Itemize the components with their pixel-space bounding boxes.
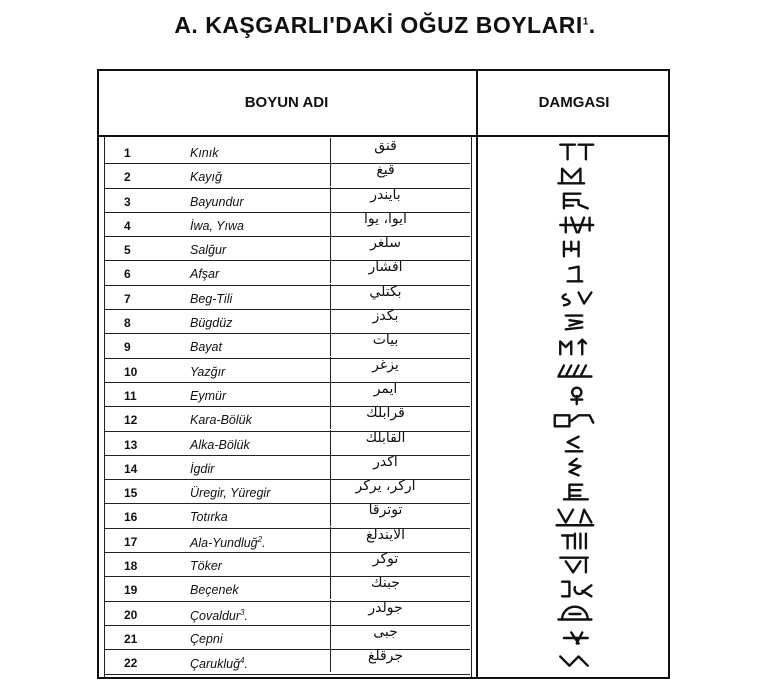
damga-6-icon: [478, 261, 670, 285]
arabic-name: توترقا: [330, 502, 470, 526]
arabic-name: جبنك: [330, 575, 470, 599]
row-number: 1: [124, 146, 131, 160]
damga-11-icon: [478, 383, 670, 407]
table-row: [104, 526, 470, 553]
tribe-name: [190, 267, 330, 281]
table-row: [104, 623, 470, 650]
tribe-name-text: Salğur: [190, 243, 227, 258]
tribe-name: [190, 632, 330, 646]
row-number: 3: [124, 194, 131, 209]
arabic-name: جبى: [330, 624, 470, 648]
arabic-name: سلغر: [330, 235, 470, 259]
row-number: 22: [124, 656, 138, 671]
row-number: 14: [124, 461, 138, 476]
arabic-name: اكدر: [330, 454, 470, 478]
damga-14-icon: [478, 456, 670, 480]
header-damga: DAMGASI: [538, 94, 610, 111]
row-number: 8: [124, 316, 131, 331]
tribe-name-text: Çepni: [190, 631, 223, 646]
damga-19-icon: [478, 577, 670, 601]
tribe-name: [190, 365, 330, 379]
arabic-name: بكدز: [330, 308, 470, 332]
damga-18-icon: [478, 553, 670, 577]
tribe-name-text: Alka-Bölük: [190, 437, 250, 452]
row-number: 10: [124, 364, 138, 379]
table-row: [104, 599, 470, 626]
tribe-rows: [104, 140, 470, 675]
tribe-name-text: Ala-Yundluğ: [190, 535, 258, 550]
damga-12-icon: [478, 407, 670, 431]
row-number: 6: [124, 267, 131, 282]
arabic-name: جرقلغ: [330, 648, 470, 672]
damga-1-icon: [478, 140, 670, 164]
tribe-name: [190, 510, 330, 524]
tribe-name-text: Kara-Bölük: [190, 413, 252, 428]
arabic-name: قيغ: [330, 162, 470, 186]
tribe-name: [190, 486, 330, 500]
damga-20-icon: [478, 602, 670, 626]
damga-21-icon: [478, 626, 670, 650]
row-number: 7: [124, 291, 131, 306]
tribe-name-text: Üregir, Yüregir: [190, 486, 271, 501]
tribe-name: [190, 292, 330, 306]
table-row: [104, 283, 470, 310]
row-number: 5: [124, 243, 131, 258]
row-number: 21: [124, 631, 138, 646]
row-number: 2: [124, 170, 131, 185]
arabic-name: ايوا، يوا: [330, 211, 470, 235]
arabic-name: بكتلي: [330, 284, 470, 308]
tribe-name: Çarukluğ$^4$.: [190, 656, 248, 672]
tribe-name: [190, 340, 330, 354]
damga-7-icon: [478, 286, 670, 310]
damga-4-icon: [478, 213, 670, 237]
row-number: 19: [124, 583, 138, 598]
damga-column: [478, 140, 670, 675]
damga-5-icon: [478, 237, 670, 261]
tribe-name: [190, 146, 330, 160]
page-title: A. KAŞGARLI'DAKİ OĞUZ BOYLARI$^1$.: [174, 12, 596, 38]
table-row: [104, 407, 470, 431]
table-row: [104, 140, 470, 164]
title-text: A. KAŞGARLI'DAKİ OĞUZ BOYLARI: [174, 12, 583, 38]
table-row: [104, 164, 470, 188]
table-row: [104, 210, 470, 237]
damga-8-icon: [478, 310, 670, 334]
table-row: [104, 380, 470, 407]
tribe-name: [190, 462, 330, 476]
arabic-name: افشار: [330, 259, 470, 283]
table-row: [104, 261, 470, 285]
tribe-name: [190, 559, 330, 573]
row-number: 13: [124, 437, 138, 452]
row-number: 9: [124, 340, 131, 355]
damga-13-icon: [478, 432, 670, 456]
damga-3-icon: [478, 189, 670, 213]
tribe-name: [190, 438, 330, 452]
tribe-name: [190, 413, 330, 427]
row-number: 12: [124, 413, 138, 428]
tribe-name-text: Bayat: [190, 340, 222, 355]
table-row: [104, 577, 470, 601]
arabic-name: توكر: [330, 551, 470, 575]
arabic-name: الايندلغ: [330, 527, 470, 551]
table-row: [104, 480, 470, 504]
tribe-name: [190, 389, 330, 403]
damga-10-icon: [478, 359, 670, 383]
row-number: 18: [124, 559, 138, 574]
table-row: [104, 356, 470, 383]
table-row: [104, 334, 470, 358]
tribe-name: [190, 583, 330, 597]
table-row: [104, 237, 470, 261]
arabic-name: يزغر: [330, 357, 470, 381]
tribe-name: [190, 219, 330, 233]
tribe-name: Ala-Yundluğ$^2$.: [190, 534, 266, 550]
tribe-name: [190, 195, 330, 209]
arabic-name: اركر، يركر: [330, 478, 470, 502]
tribe-name: Çovaldur$^3$.: [190, 607, 248, 623]
footnote-mark: 4: [240, 656, 245, 666]
damga-9-icon: [478, 334, 670, 358]
header-tribe-name: BOYUN ADI: [244, 94, 329, 111]
tribe-name: [190, 316, 330, 330]
tribe-name-text: Eymür: [190, 388, 227, 403]
tribe-name-text: Afşar: [190, 267, 220, 282]
arabic-name: ايمر: [330, 381, 470, 405]
arabic-name: جولدر: [330, 600, 470, 624]
footnote-mark: 3: [240, 607, 245, 617]
tribe-name-text: Beg-Tili: [190, 291, 233, 306]
tribe-name-text: Töker: [190, 559, 222, 574]
tribe-name-text: Çarukluğ: [190, 657, 241, 672]
tribe-name: [190, 170, 330, 184]
tribe-name: [190, 243, 330, 257]
damga-16-icon: [478, 504, 670, 528]
footnote-mark: 2: [257, 534, 263, 544]
arabic-name: بيات: [330, 332, 470, 356]
tribe-name-text: İgdir: [190, 461, 215, 476]
table-row: [104, 453, 470, 480]
tribe-name-text: Kınık: [190, 146, 219, 160]
tribe-name-text: Çovaldur: [190, 608, 241, 623]
row-number: 11: [124, 388, 137, 403]
title-footnote-mark: 1: [582, 16, 589, 28]
row-number: 20: [124, 607, 138, 622]
table-row: [104, 504, 470, 528]
table-row: [104, 429, 470, 456]
damga-15-icon: [478, 480, 670, 504]
row-number: 16: [124, 510, 138, 525]
tribe-name-text: Bügdüz: [190, 316, 233, 331]
arabic-name: قرابلك: [330, 405, 470, 429]
damga-17-icon: [478, 529, 670, 553]
arabic-name: قنق: [330, 138, 470, 162]
damga-2-icon: [478, 164, 670, 188]
row-number: 17: [124, 534, 138, 549]
table-row: [104, 553, 470, 577]
tribe-name-text: İwa, Yıwa: [190, 218, 244, 233]
tribe-name-text: Bayundur: [190, 194, 244, 209]
arabic-name: بايندر: [330, 187, 470, 211]
tribe-name-text: Kayığ: [190, 170, 222, 185]
row-number: 4: [124, 218, 131, 233]
tribe-name-text: Yazğır: [190, 364, 226, 379]
tribe-name-text: Totırka: [190, 510, 228, 525]
table-row: [104, 186, 470, 213]
tribe-name-text: Beçenek: [190, 583, 239, 598]
arabic-name: القابلك: [330, 430, 470, 454]
table-row: [104, 310, 470, 334]
row-number: 15: [124, 486, 138, 501]
